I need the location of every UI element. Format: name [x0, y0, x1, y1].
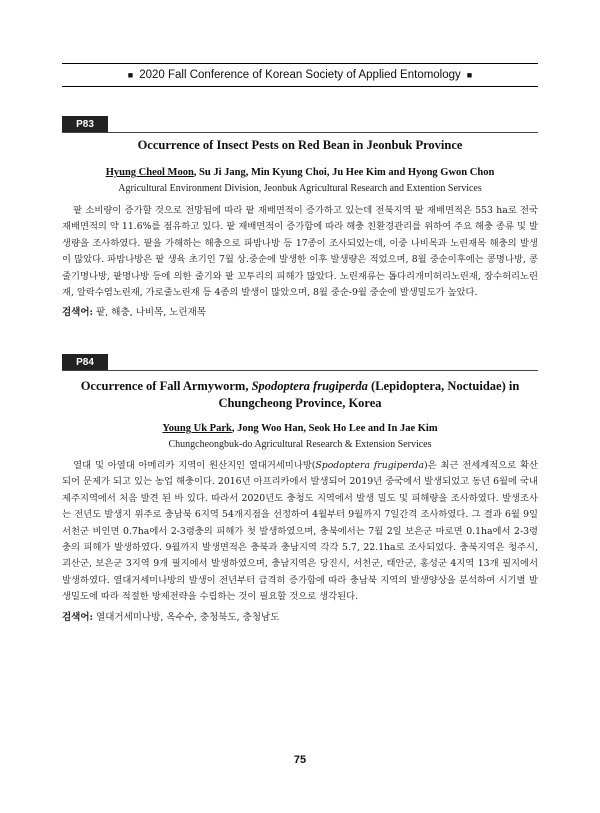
title-line-1: Occurrence of Fall Armyworm, Spodoptera frugiperda (Lepidoptera, Noctuidae) in — [80, 379, 520, 393]
keywords — [62, 609, 538, 623]
keywords — [62, 304, 538, 318]
keywords-label: 검색어: — [62, 612, 94, 623]
page-number: 75 — [293, 754, 307, 766]
affiliation: Chungcheongbuk-do Agricultural Research & Extension Services — [168, 439, 432, 450]
species-name: Spodoptera frugiperda — [315, 460, 425, 471]
keywords-label: 검색어: — [62, 307, 94, 318]
coauthors: , Su Ji Jang, Min Kyung Choi, Ju Hee Kim and Hyong Gwon Chon — [193, 167, 495, 178]
header-square-icon: ■ — [466, 70, 473, 80]
affiliation: Agricultural Environment Division, Jeonbuk Agricultural Research and Extention Services — [118, 183, 482, 194]
section-divider — [62, 132, 538, 133]
keywords-text: 팥, 해충, 나비목, 노린재목 — [96, 307, 206, 318]
presenting-author: Hyung Cheol Moon — [105, 167, 194, 178]
abstract-tag-p83: P83 — [62, 116, 108, 132]
species-name: Spodoptera frugiperda — [251, 379, 368, 393]
coauthors: , Jong Woo Han, Seok Ho Lee and In Jae Kim — [231, 423, 438, 434]
header-square-icon: ■ — [127, 70, 134, 80]
presenting-author: Young Uk Park — [162, 423, 232, 434]
author-list — [62, 423, 538, 434]
abstract-title — [62, 378, 538, 412]
abstract-body: 팥 소비량이 증가할 것으로 전망됨에 따라 팥 재배면적이 증가하고 있는데 전북지역 팥 재배면적은 553 ha로 전국 재배면적의 약 11.6%를 점유하고 있다. 팥 재배면적이 증가함에 따라 해충 친환경관리를 위하여 주요 해충 종류 및 발생량을 조사하였다. 팥을 가해하는 해충으로 파밤나방 등 17종이 조사되었는데, 이중 나비목과 노린재목 해충의 발생이 많았다. 파밤나방은 팥 생육 초기인 7월 상.중순에 발생한 이후 발생량은 적었으며, 8월 중순이후에는 콩명나방, 콩줄기명나방, 팥명나방 등에 의한 줄기와 팥 꼬투리의 피해가 많았다. 노린재류는 톱다리개미허리노린재, 장수허리노린재, 알락수염노린재, 가로줄노린재 등 4종의 발생이 많았으며, 8월 중순-9월 중순에 발생밀도가 높았다. — [62, 205, 538, 299]
abstract-tag-p84: P84 — [62, 354, 108, 370]
section-divider — [62, 370, 538, 371]
running-header — [62, 63, 538, 87]
keywords-text: 열대거세미나방, 옥수수, 충청북도, 충청남도 — [96, 612, 280, 623]
abstract-title: Occurrence of Insect Pests on Red Bean in Jeonbuk Province — [137, 138, 463, 152]
abstract-body: 열대 및 아열대 아메리카 지역이 원산지인 열대거세미나방(Spodoptera frugiperda)은 최근 전세계적으로 확산되어 문제가 되고 있는 농업 해충이다. 2016년 아프리카에서 발생되어 2019년 중국에서 발생되었고 동년 6월에 국내 제주지역에서 처음 발견 된 바 있다. 따라서 2020년도 충청도 지역에서 발생 밀도 및 피해량을 조사하였다. 발생조사는 전년도 발생지 위주로 충남북 6지역 54개지점을 선정하여 4월부터 9월까지 7일간격 조사하였다. 그 결과 6월 9일 서천군 비인면 0.7ha에서 2-3령충의 피해가 첫 발생하였으며, 충북에서는 7월 2일 보은군 마로면 0.1ha에서 2-3령충의 피해가 발생하였다. 9월까지 발생면적은 충북과 충남지역 각각 5.7, 22.1ha로 조사되었다. 충북지역은 청주시, 괴산군, 보은군 3지역 9개 필지에서 발생하였으며, 충남지역은 당진시, 서천군, 태안군, 홍성군 4지역 13개 필지에서 발생하였다. 열대거세미나방의 발생이 전년부터 급격히 증가함에 따라 충남북 지역의 발생양상을 분석하여 시기별 발생밀도에 따라 적절한 방제전략을 수립하는 것이 필요할 것으로 생각된다. — [62, 460, 538, 603]
author-list — [62, 167, 538, 178]
title-line-2: Chungcheong Province, Korea — [218, 396, 382, 410]
header-title: 2020 Fall Conference of Korean Society of Applied Entomology — [139, 69, 461, 81]
